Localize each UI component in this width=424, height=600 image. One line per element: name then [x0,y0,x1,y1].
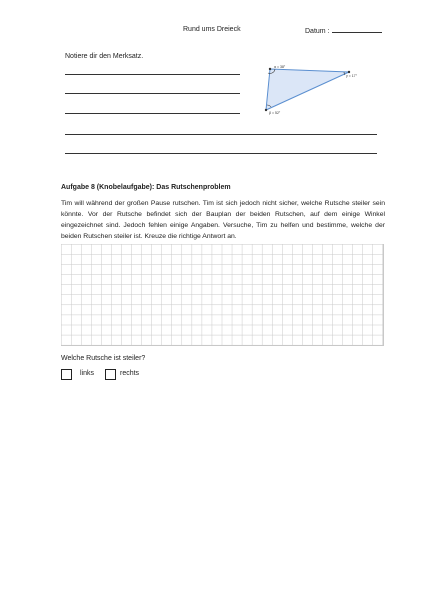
date-input-line[interactable] [332,26,382,33]
date-field [305,26,382,35]
vertex-dot-right [348,71,350,73]
merksatz-prompt: Notiere dir den Merksatz. [65,53,144,60]
triangle-shape [266,69,349,110]
checkbox-rechts[interactable] [105,369,116,380]
task-description: Tim will während der großen Pause rutschen. Tim ist sich jedoch nicht sicher, welche Rutsche steiler sein könnte. Vor der Rutsche befindet sich der Bauplan der beiden Rutschen, auf dem einige Winkel eingezeichnet sind. Jedoch fehlen einige Angaben. Versuche, Tim zu helfen und bestimme, welche der beiden Rutschen steiler ist. Kreuze die richtige Antwort an. [61,200,385,240]
writing-line-3[interactable] [65,113,240,114]
triangle-figure [258,60,368,120]
worksheet-title: Rund ums Dreieck [183,26,241,33]
option-label-links: links [80,370,95,377]
writing-line-5[interactable] [65,153,377,154]
angle-label-beta: β = 52° [269,111,281,115]
task-title: Aufgabe 8 (Knobelaufgabe): Das Rutschenproblem [61,184,231,191]
angle-label-gamma: γ = 17° [346,74,358,78]
drawing-grid[interactable] [61,244,384,346]
checkbox-links[interactable] [61,369,72,380]
angle-label-alpha: α = 38° [274,65,286,69]
question-text: Welche Rutsche ist steiler? [61,355,146,362]
date-label: Datum : [305,28,330,35]
writing-line-1[interactable] [65,74,240,75]
vertex-dot-bottom [265,109,267,111]
option-label-rechts: rechts [120,370,140,377]
writing-line-2[interactable] [65,93,240,94]
writing-line-4[interactable] [65,134,377,135]
vertex-dot-top-left [269,68,271,70]
